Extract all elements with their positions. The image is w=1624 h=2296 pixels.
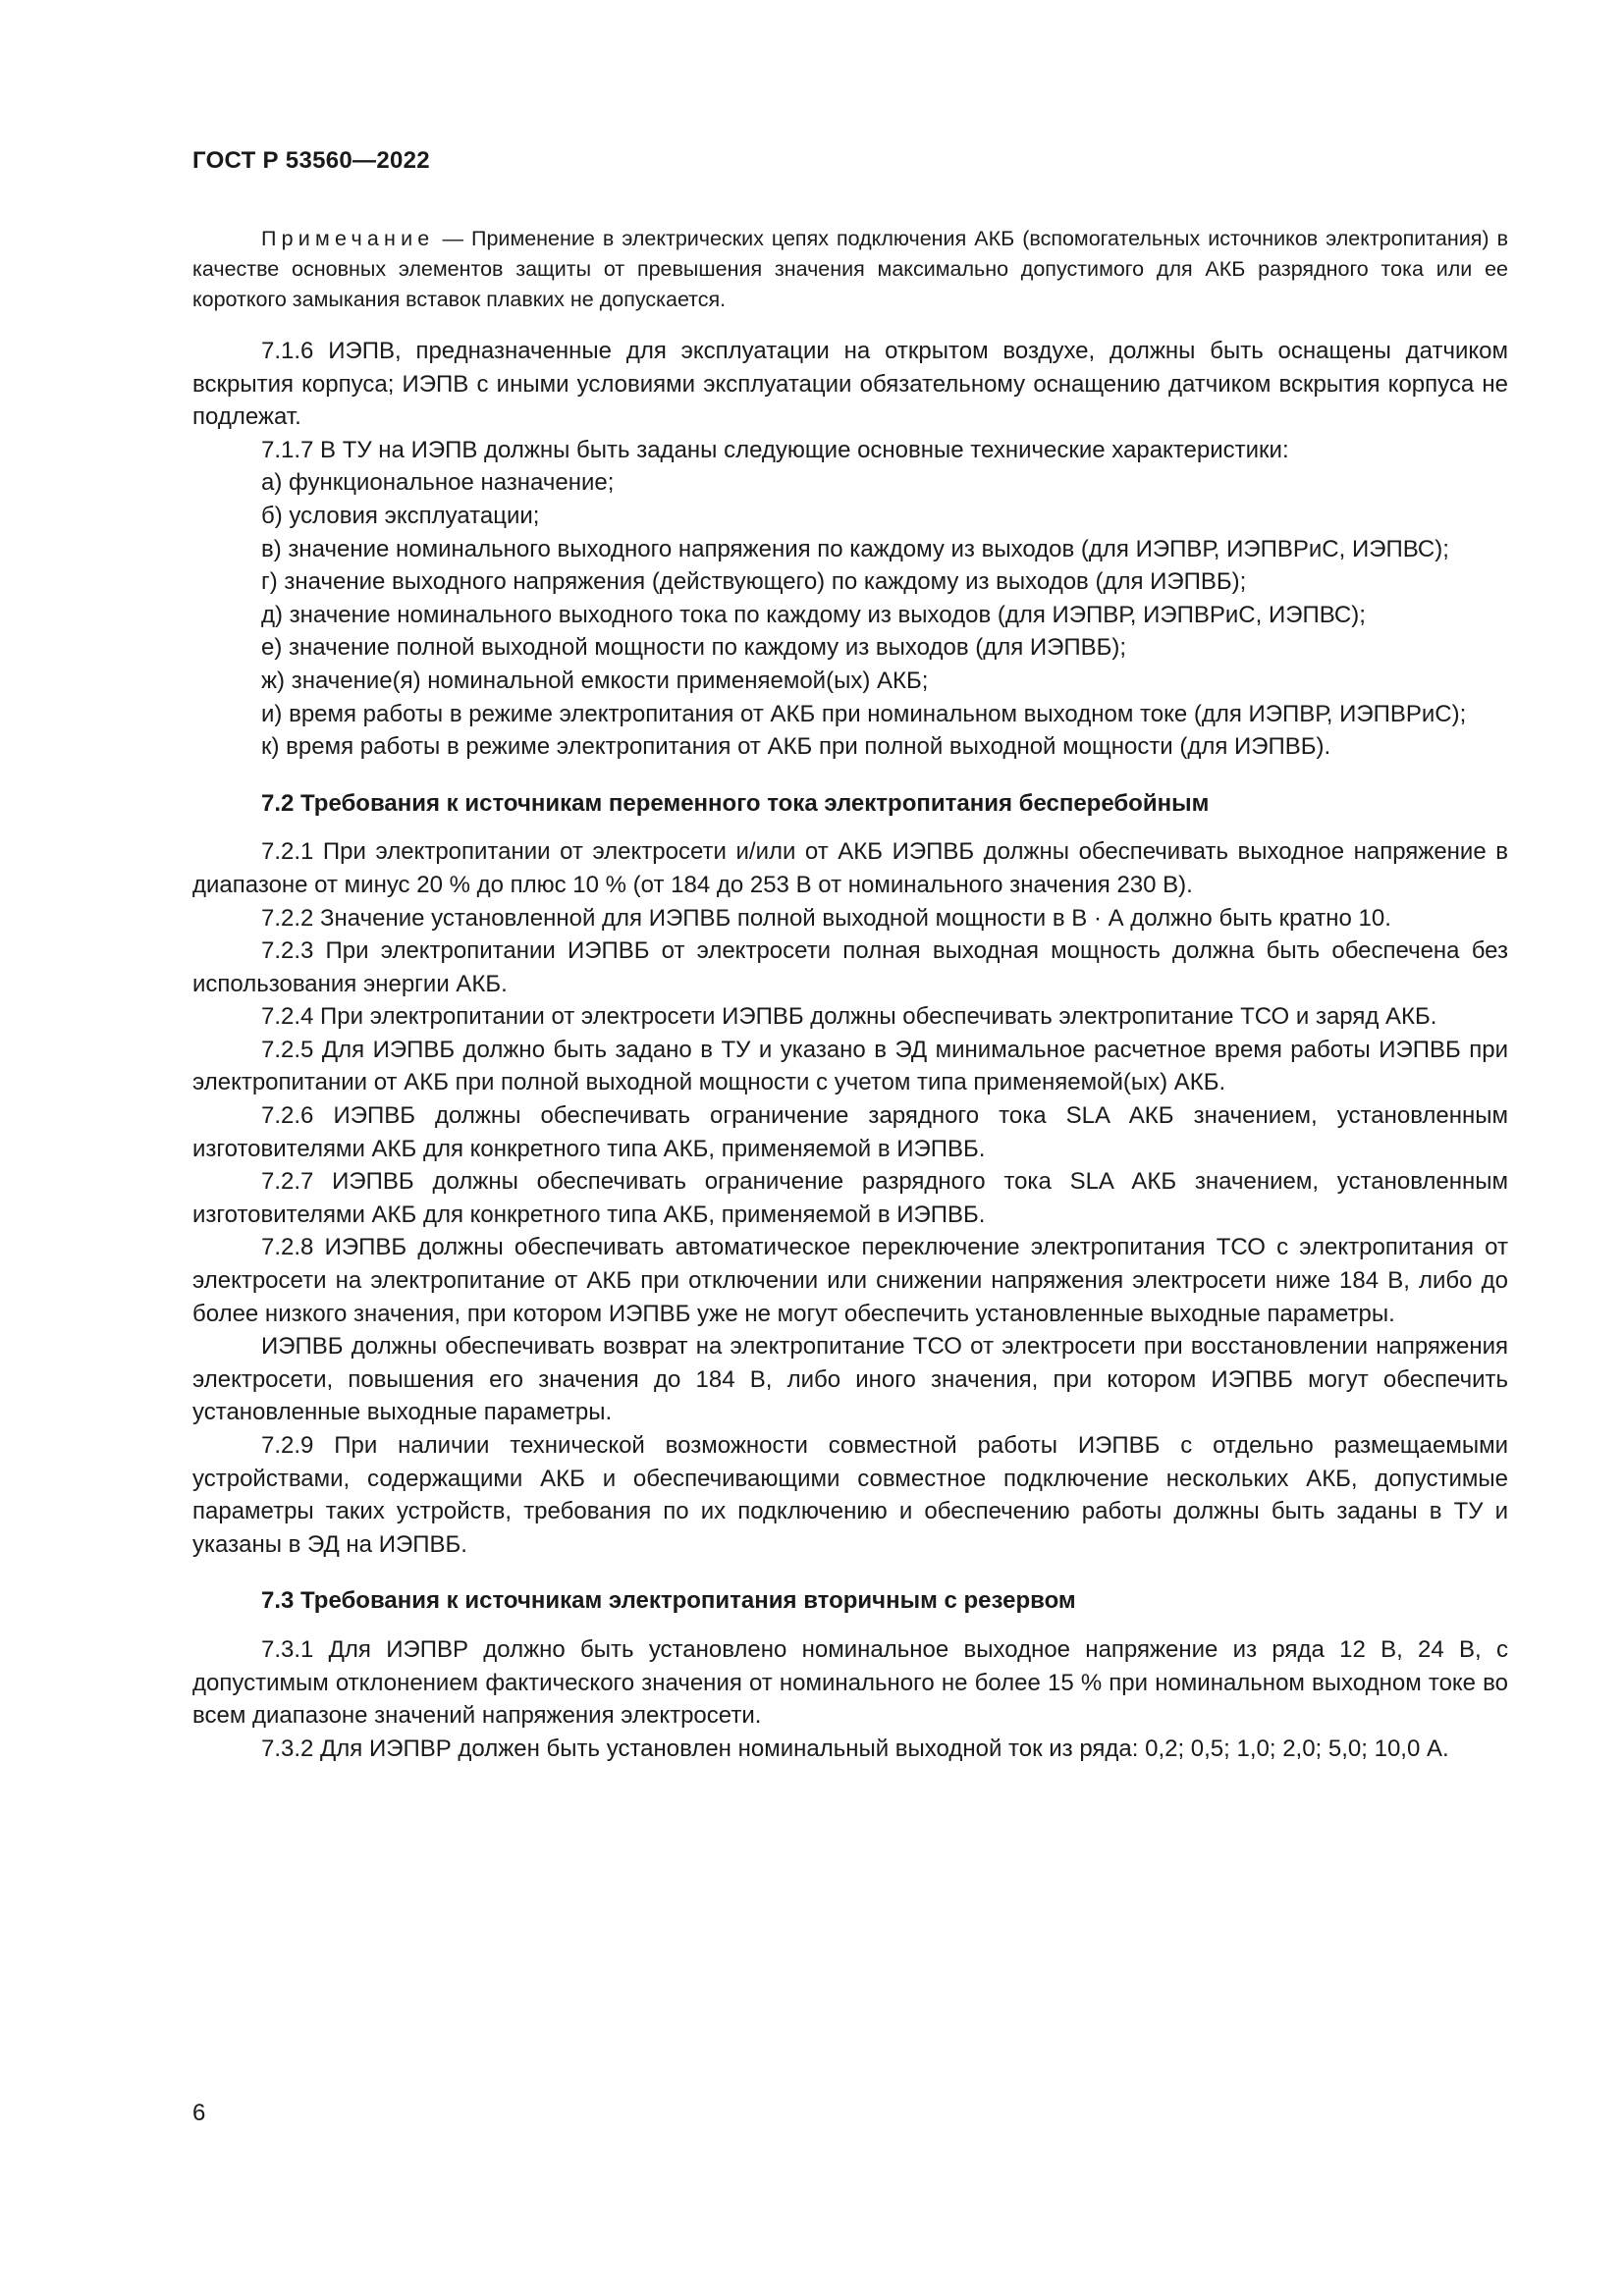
list-item: г) значение выходного напряжения (действующего) по каждому из выходов (для ИЭПВБ); xyxy=(261,568,1247,596)
clause-7-2-7: 7.2.7 ИЭПВБ должны обеспечивать ограничение разрядного тока SLA АКБ значением, установленным изготовителями АКБ для конкретного типа АКБ, применяемой в ИЭПВБ. xyxy=(192,1168,1508,1228)
list-item: к) время работы в режиме электропитания от АКБ при полной выходной мощности (для ИЭПВБ). xyxy=(261,733,1331,761)
list-item: и) время работы в режиме электропитания от АКБ при номинальном выходном токе (для ИЭПВР, ИЭПВРиС); xyxy=(261,700,1467,727)
page-content xyxy=(192,224,1508,1765)
clause-7-3-2: 7.3.2 Для ИЭПВР должен быть установлен номинальный выходной ток из ряда: 0,2; 0,5; 1,0; 2,0; 5,0; 10,0 А. xyxy=(261,1735,1449,1762)
clause-7-2-1: 7.2.1 При электропитании от электросети и/или от АКБ ИЭПВБ должны обеспечивать выходное напряжение в диапазоне от минус 20 % до плюс 10 % (от 184 до 253 В от номинального значения 230 В). xyxy=(192,838,1508,898)
section-heading-7-2: 7.2 Требования к источникам переменного тока электропитания бесперебойным xyxy=(261,789,1210,817)
list-item: д) значение номинального выходного тока по каждому из выходов (для ИЭПВР, ИЭПВРиС, ИЭПВС); xyxy=(261,601,1366,628)
page-number: 6 xyxy=(192,2100,206,2126)
document-header: ГОСТ Р 53560—2022 xyxy=(192,147,430,174)
section-heading-7-3: 7.3 Требования к источникам электропитания вторичным с резервом xyxy=(261,1587,1076,1615)
clause-7-2-2: 7.2.2 Значение установленной для ИЭПВБ полной выходной мощности в В · А должно быть кратно 10. xyxy=(261,904,1391,932)
clause-7-2-6: 7.2.6 ИЭПВБ должны обеспечивать ограничение зарядного тока SLA АКБ значением, установленным изготовителями АКБ для конкретного типа АКБ, применяемой в ИЭПВБ. xyxy=(192,1102,1508,1162)
note-paragraph xyxy=(192,224,1508,315)
list-item: е) значение полной выходной мощности по каждому из выходов (для ИЭПВБ); xyxy=(261,634,1127,662)
list-item: а) функциональное назначение; xyxy=(261,469,615,497)
clause-7-3-1: 7.3.1 Для ИЭПВР должно быть установлено номинальное выходное напряжение из ряда 12 В, 24 В, с допустимым отклонением фактического значения от номинального не более 15 % при номинальном выходном токе во всем диапазоне значений напряжения электросети. xyxy=(192,1635,1508,1730)
list-item: б) условия эксплуатации; xyxy=(261,502,540,529)
clause-7-2-8-continuation: ИЭПВБ должны обеспечивать возврат на электропитание ТСО от электросети при восстановлении напряжения электросети, повышения его значения до 184 В, либо иного значения, при котором ИЭПВБ могут обеспечить установленные выходные параметры. xyxy=(192,1333,1508,1426)
note-label: Примечание xyxy=(261,227,435,250)
clause-7-1-6: 7.1.6 ИЭПВ, предназначенные для эксплуатации на открытом воздухе, должны быть оснащены датчиком вскрытия корпуса; ИЭПВ с иными условиями эксплуатации обязательному оснащению датчиком вскрытия корпуса не подлежат. xyxy=(192,338,1508,431)
note-text: — Применение в электрических цепях подключения АКБ (вспомогательных источников электропитания) в качестве основных элементов защиты от превышения значения максимально допустимого для АКБ разрядного тока или ее короткого замыкания вставок плавких не допускается. xyxy=(192,227,1508,311)
list-item: ж) значение(я) номинальной емкости применяемой(ых) АКБ; xyxy=(261,667,929,694)
clause-7-2-4: 7.2.4 При электропитании от электросети ИЭПВБ должны обеспечивать электропитание ТСО и заряд АКБ. xyxy=(261,1003,1437,1031)
clause-7-1-7: 7.1.7 В ТУ на ИЭПВ должны быть заданы следующие основные технические характеристики: xyxy=(261,436,1289,463)
clause-7-2-9: 7.2.9 При наличии технической возможности совместной работы ИЭПВБ с отдельно размещаемыми устройствами, содержащими АКБ и обеспечивающими совместное подключение нескольких АКБ, допустимые параметры таких устройств, требования по их подключению и обеспечению работы должны быть заданы в ТУ и указаны в ЭД на ИЭПВБ. xyxy=(192,1432,1508,1558)
clause-7-2-5: 7.2.5 Для ИЭПВБ должно быть задано в ТУ и указано в ЭД минимальное расчетное время работы ИЭПВБ при электропитании от АКБ при полной выходной мощности с учетом типа применяемой(ых) АКБ. xyxy=(192,1036,1508,1096)
list-item: в) значение номинального выходного напряжения по каждому из выходов (для ИЭПВР, ИЭПВРиС, ИЭПВС); xyxy=(261,535,1449,562)
clause-7-2-8: 7.2.8 ИЭПВБ должны обеспечивать автоматическое переключение электропитания ТСО с электропитания от электросети на электропитание от АКБ при отключении или снижении напряжения электросети ниже 184 В, либо до более низкого значения, при котором ИЭПВБ уже не могут обеспечить установленные выходные параметры. xyxy=(192,1234,1508,1327)
clause-7-2-3: 7.2.3 При электропитании ИЭПВБ от электросети полная выходная мощность должна быть обеспечена без использования энергии АКБ. xyxy=(192,937,1508,997)
